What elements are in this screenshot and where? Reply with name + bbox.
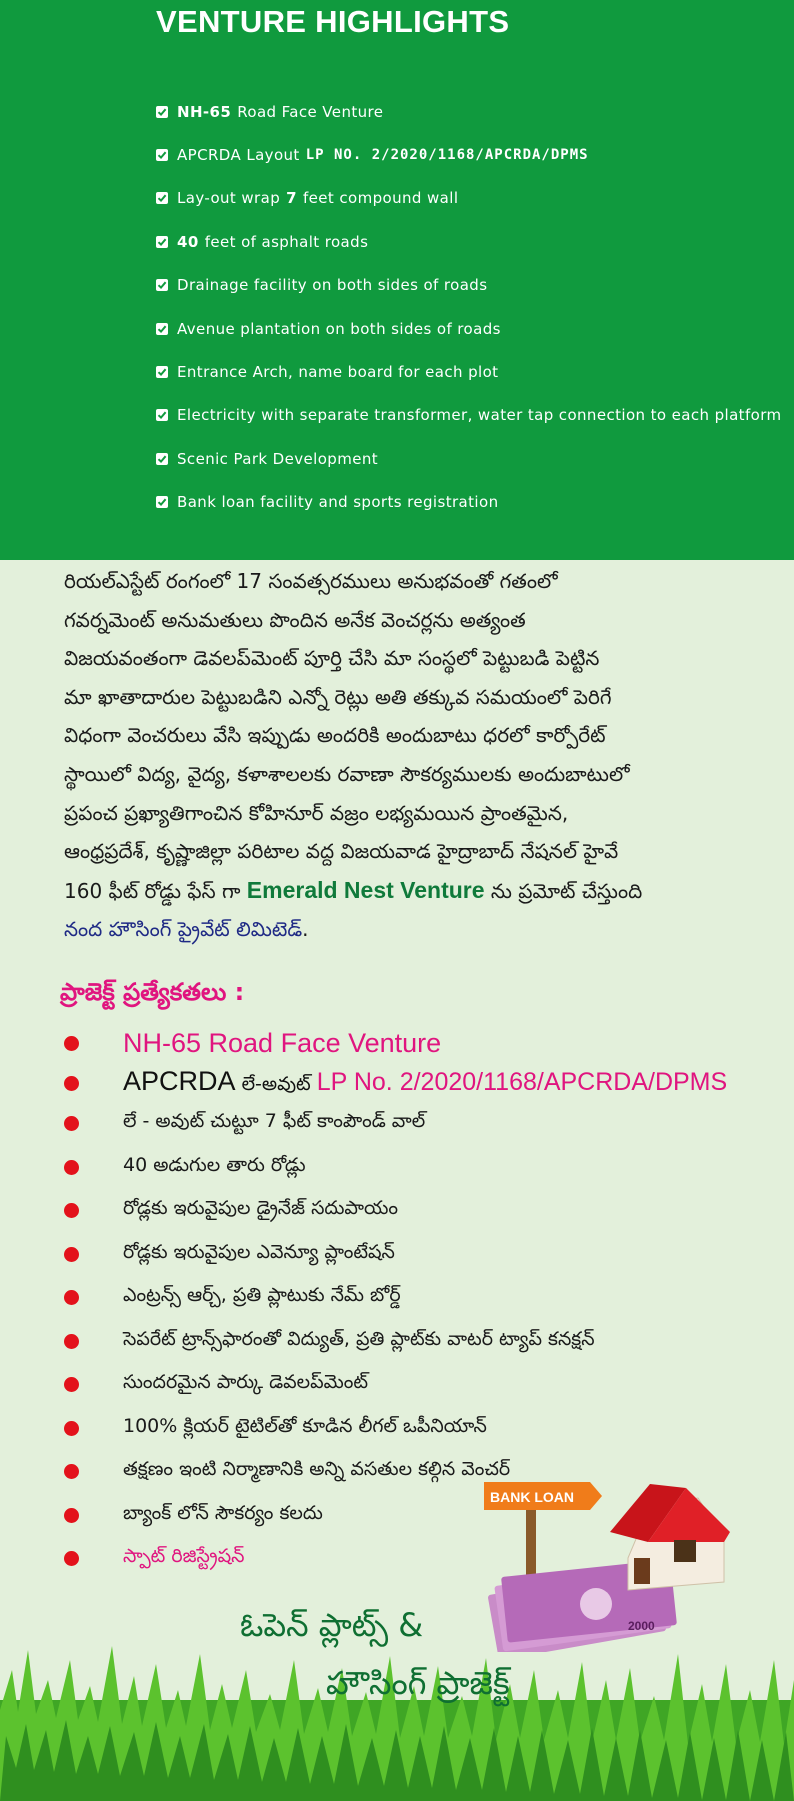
highlight-item — [156, 177, 782, 220]
feature-text: బ్యాంక్ లోన్ సౌకర్యం కలదు — [123, 1501, 323, 1524]
bullet-icon — [64, 1377, 79, 1392]
bullet-icon — [64, 1464, 79, 1479]
project-features-heading: ప్రాజెక్ట్ ప్రత్యేకతలు : — [60, 978, 245, 1006]
tagline-housing-project: హౌసింగ్ ప్రాజెక్ట్ — [326, 1664, 510, 1702]
description-text: 160 ఫీట్ రోడ్డు ఫేస్ గా — [64, 878, 247, 903]
bank-loan-label: BANK LOAN — [490, 1489, 574, 1505]
description-line: మా ఖాతాదారుల పెట్టుబడిని ఎన్నో రెట్లు అతి తక్కువ సమయంలో పెరిగే — [64, 684, 612, 709]
highlight-item — [156, 394, 782, 437]
bullet-icon — [64, 1551, 79, 1566]
feature-text: సుందరమైన పార్కు డెవలప్‌మెంట్ — [123, 1371, 369, 1394]
feature-text: 100% క్లియర్ టైటిల్‌తో కూడిన లీగల్ ఒపీనియాన్ — [123, 1414, 487, 1437]
highlight-text: Entrance Arch, name board for each plot — [177, 363, 499, 382]
checkbox-icon — [156, 323, 168, 335]
highlight-item — [156, 264, 782, 307]
feature-text: లే-అవుట్ — [235, 1073, 317, 1095]
highlight-text: Bank loan facility and sports registration — [177, 493, 499, 512]
checkbox-icon — [156, 106, 168, 118]
company-name: నంద హౌసింగ్ ప్రైవేట్ లిమిటెడ్ — [64, 917, 303, 942]
currency-note-value: 2000 — [628, 1619, 655, 1633]
highlights-title: VENTURE HIGHLIGHTS — [156, 4, 510, 39]
highlight-text: feet compound wall — [302, 189, 459, 208]
bullet-icon — [64, 1076, 79, 1091]
highlight-bold: NH-65 — [177, 102, 232, 121]
highlight-text: Scenic Park Development — [177, 449, 379, 468]
highlight-item — [156, 133, 782, 176]
highlight-text: Electricity with separate transformer, water tap connection to each platform — [177, 406, 782, 425]
feature-item — [64, 1363, 764, 1407]
bank-loan-illustration — [478, 1462, 738, 1652]
feature-text — [123, 1066, 727, 1100]
bullet-icon — [64, 1160, 79, 1175]
highlight-item — [156, 481, 782, 524]
highlight-item — [156, 307, 782, 350]
highlight-item — [156, 90, 782, 133]
highlight-item — [156, 220, 782, 263]
highlight-text: feet of asphalt roads — [204, 232, 369, 251]
description-line — [64, 910, 704, 949]
tagline-open-plots: ఓపెన్ ప్లాట్స్ & — [240, 1606, 424, 1644]
feature-item — [64, 1276, 764, 1320]
highlights-panel — [0, 0, 794, 560]
bullet-icon — [64, 1290, 79, 1305]
feature-label: APCRDA — [123, 1066, 236, 1096]
highlight-text: Lay-out wrap — [177, 189, 281, 208]
checkbox-icon — [156, 453, 168, 465]
feature-text: లే - అవుట్ చుట్టూ 7 ఫీట్ కాంపౌండ్ వాల్ — [123, 1110, 426, 1133]
checkbox-icon — [156, 192, 168, 204]
description-line: ప్రపంచ ప్రఖ్యాతిగాంచిన కోహినూర్ వజ్రం లభ్యమయిన ప్రాంతమైన, — [64, 800, 569, 825]
bullet-icon — [64, 1116, 79, 1131]
description-line — [64, 871, 704, 911]
description-line: విధంగా వెంచరులు వేసి ఇప్పుడు అందరికి అందుబాటు ధరలో కార్పోరేట్ — [64, 723, 606, 748]
highlight-text: Road Face Venture — [237, 102, 384, 121]
house-icon — [610, 1484, 730, 1590]
feature-item — [64, 1022, 764, 1064]
description-text: ను ప్రమోట్ చేస్తుంది — [484, 878, 643, 903]
feature-text: రోడ్లకు ఇరువైపుల ఎవెన్యూ ప్లాంటేషన్ — [123, 1240, 395, 1263]
checkbox-icon — [156, 366, 168, 378]
checkbox-icon — [156, 409, 168, 421]
description-text: . — [302, 917, 309, 942]
feature-item — [64, 1233, 764, 1277]
description-line: విజయవంతంగా డెవలప్‌మెంట్ పూర్తి చేసి మా సంస్థలో పెట్టుబడి పెట్టిన — [64, 646, 600, 671]
feature-text: తక్షణం ఇంటి నిర్మాణానికి అన్ని వసతుల కల్గిన వెంచర్ — [123, 1458, 511, 1481]
highlight-bold: 40 — [177, 232, 199, 251]
description-line: స్థాయిలో విద్య, వైద్య, కళాశాలలకు రవాణా సౌకర్యములకు అందుబాటులో — [64, 761, 630, 786]
feature-item — [64, 1320, 764, 1364]
feature-text: NH-65 Road Face Venture — [123, 1027, 442, 1058]
feature-text: రోడ్లకు ఇరువైపుల డ్రైనేజ్ సదుపాయం — [123, 1197, 399, 1220]
feature-lp-number: LP No. 2/2020/1168/APCRDA/DPMS — [316, 1068, 728, 1096]
highlight-bold: 7 — [286, 189, 297, 208]
checkbox-icon — [156, 279, 168, 291]
venture-name: Emerald Nest Venture — [246, 876, 485, 903]
description-line: రియల్ఎస్టేట్ రంగంలో 17 సంవత్సరములు అనుభవంతో గతంలో — [64, 569, 558, 593]
feature-item — [64, 1407, 764, 1451]
feature-item — [64, 1102, 764, 1146]
highlight-text: APCRDA Layout — [177, 146, 300, 165]
feature-text: ఎంట్రన్స్ ఆర్చ్, ప్రతి ప్లాటుకు నేమ్ బోర్డ్ — [123, 1284, 401, 1307]
bullet-icon — [64, 1508, 79, 1523]
highlights-list — [156, 90, 782, 524]
bullet-icon — [64, 1203, 79, 1218]
feature-text: సెపరేట్ ట్రాన్స్‌ఫారంతో విద్యుత్, ప్రతి ప్లాట్‌కు వాటర్ ట్యాప్ కనక్షన్ — [123, 1327, 595, 1350]
checkbox-icon — [156, 149, 168, 161]
description-line: గవర్నమెంట్ అనుమతులు పొందిన అనేక వెంచర్లను అత్యంత — [64, 607, 526, 632]
feature-item — [64, 1146, 764, 1190]
checkbox-icon — [156, 496, 168, 508]
bullet-icon — [64, 1036, 79, 1051]
description-line: ఆంధ్రప్రదేశ్, కృష్ణాజిల్లా పరిటాల వద్ద విజయవాడ హైద్రాబాద్ నేషనల్ హైవే — [64, 839, 619, 864]
company-description — [64, 562, 704, 949]
highlight-bold: LP NO. 2/2020/1168/APCRDA/DPMS — [305, 147, 589, 164]
bullet-icon — [64, 1421, 79, 1436]
bullet-icon — [64, 1334, 79, 1349]
highlight-text: Avenue plantation on both sides of roads — [177, 319, 501, 338]
highlight-item — [156, 350, 782, 393]
checkbox-icon — [156, 236, 168, 248]
feature-text: 40 అడుగుల తారు రోడ్లు — [123, 1153, 306, 1176]
feature-text: స్పాట్ రిజిస్ట్రేషన్ — [123, 1545, 245, 1568]
feature-item — [64, 1189, 764, 1233]
feature-item — [64, 1064, 764, 1102]
highlight-text: Drainage facility on both sides of roads — [177, 276, 488, 295]
highlight-item — [156, 437, 782, 480]
bullet-icon — [64, 1247, 79, 1262]
